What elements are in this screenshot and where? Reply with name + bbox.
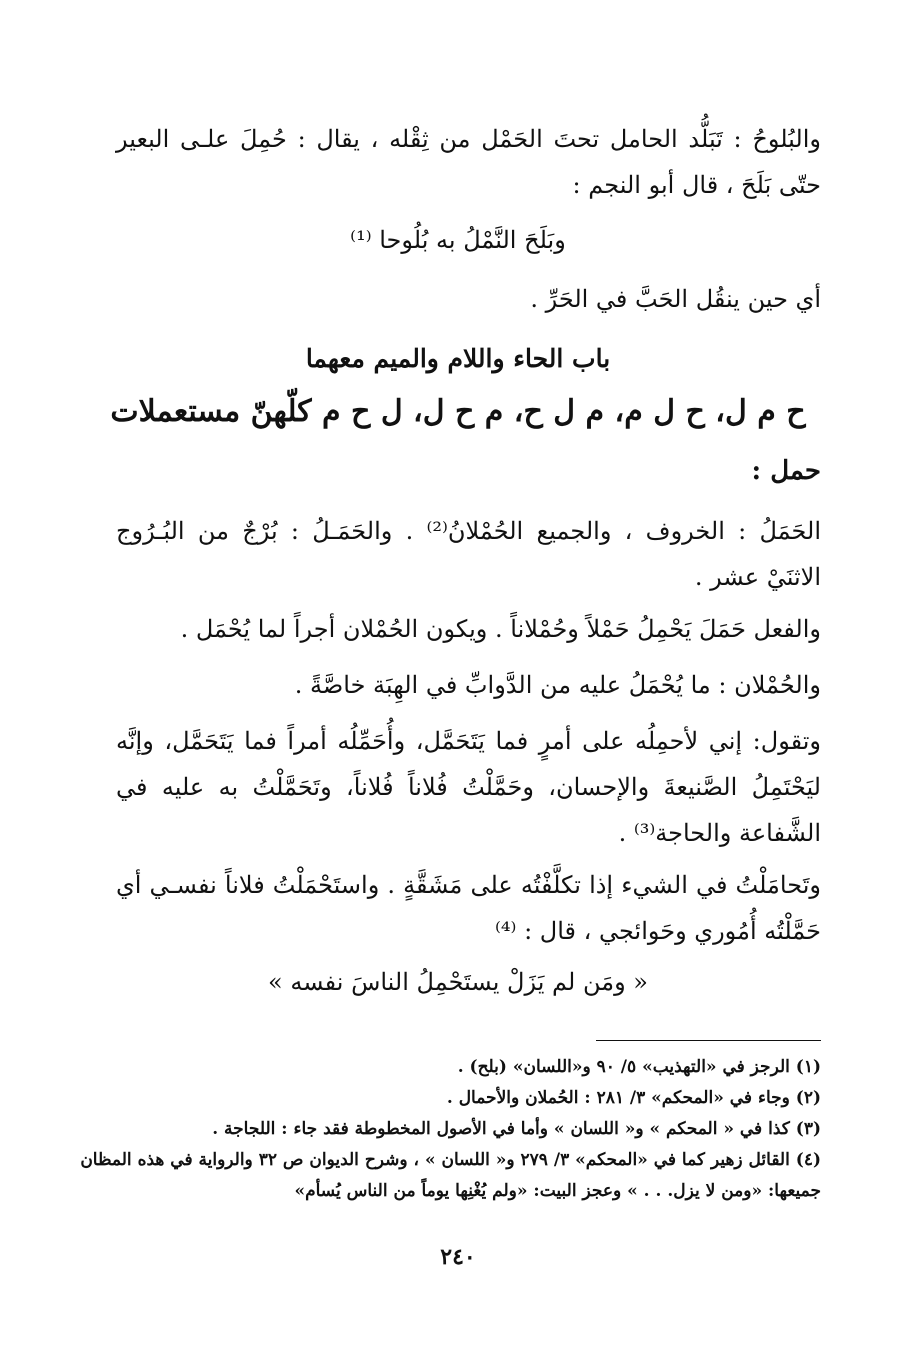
paragraph-explanation: أي حين ينقُل الحَبَّ في الحَرِّ . <box>530 285 821 313</box>
footnote-2: (٢) وجاء في «المحكم» ٣/ ٢٨١ : الحُملان والأحمال . <box>446 1088 821 1108</box>
paragraph-tahammul: وتقول: إني لأحمِلُه على أمرٍ فما يَتَحَمَّل، وأُحَمِّلُه أمراً فما يَتَحَمَّل، وإنَّه ليَحْتَمِلُ الصَّنيعةَ والإحسان، وحَمَّلْتُ فُلاناً فُلاناً، وتَحَمَّلْتُ به عليه في الشَّفاعة والحاجة⁽³⁾ . <box>116 727 821 847</box>
root-combinations-heading: ح م ل، ح ل م، م ل ح، م ح ل، ل ح م كلّهنّ مستعملات <box>110 394 806 429</box>
page-number: ٢٤٠ <box>440 1244 476 1270</box>
verse-zuhayr: « ومَن لم يَزَلْ يستَحْمِلُ الناسَ نفسه » <box>268 968 648 996</box>
footnotes <box>80 1052 821 1207</box>
footnote-separator <box>596 1040 821 1041</box>
paragraph-tahamul: وتَحامَلْتُ في الشيء إذا تكلَّفْتُه على مَشَقَّةٍ . واستَحْمَلْتُ فلاناً نفسـي أي حَمَّلْتُه أُمُوري وحَوائجي ، قال : ⁽⁴⁾ <box>116 871 821 945</box>
paragraph-humlan: والحُمْلان : ما يُحْمَلُ عليه من الدَّوابِّ في الهِبَة خاصَّةً . <box>294 671 821 699</box>
footnote-4: (٤) القائل زهير كما في «المحكم» ٣/ ٢٧٩ و« اللسان » ، وشرح الديوان ص ٣٢ والرواية في هذه المظان <box>80 1150 821 1170</box>
paragraph-verb: والفعل حَمَلَ يَحْمِلُ حَمْلاً وحُمْلاناً . ويكون الحُمْلان أجراً لما يُحْمَل . <box>180 615 821 643</box>
entry-heading-hml: حمل : <box>751 456 821 486</box>
chapter-heading: باب الحاء واللام والميم معهما <box>305 344 611 373</box>
footnote-3: (٣) كذا في « المحكم » و« اللسان » وأما في الأصول المخطوطة فقد جاء : اللجاجة . <box>212 1119 821 1139</box>
paragraph-bulooh: والبُلوحُ : تَبَلُّد الحامل تحتَ الحَمْل من ثِقْله ، يقال : حُمِلَ علـى البعير حتّى بَلَحَ ، قال أبو النجم : <box>116 125 821 199</box>
paragraph-hamal: الحَمَلُ : الخروف ، والجميع الحُمْلانُ⁽²⁾ . والحَمَـلُ : بُرْجٌ من البُـرُوج الاثنَيْ عشر . <box>116 517 821 591</box>
footnote-4-continued: جميعها: «ومن لا يزل. . . » وعجز البيت: «ولم يُغْنِها يوماً من الناس يُسأم» <box>294 1181 821 1201</box>
verse-abu-alnajm: وبَلَحَ النَّمْلُ به بُلُوحا ⁽¹⁾ <box>350 226 566 254</box>
footnote-1: (١) الرجز في «التهذيب» ٥/ ٩٠ و«اللسان» (بلح) . <box>457 1057 821 1077</box>
